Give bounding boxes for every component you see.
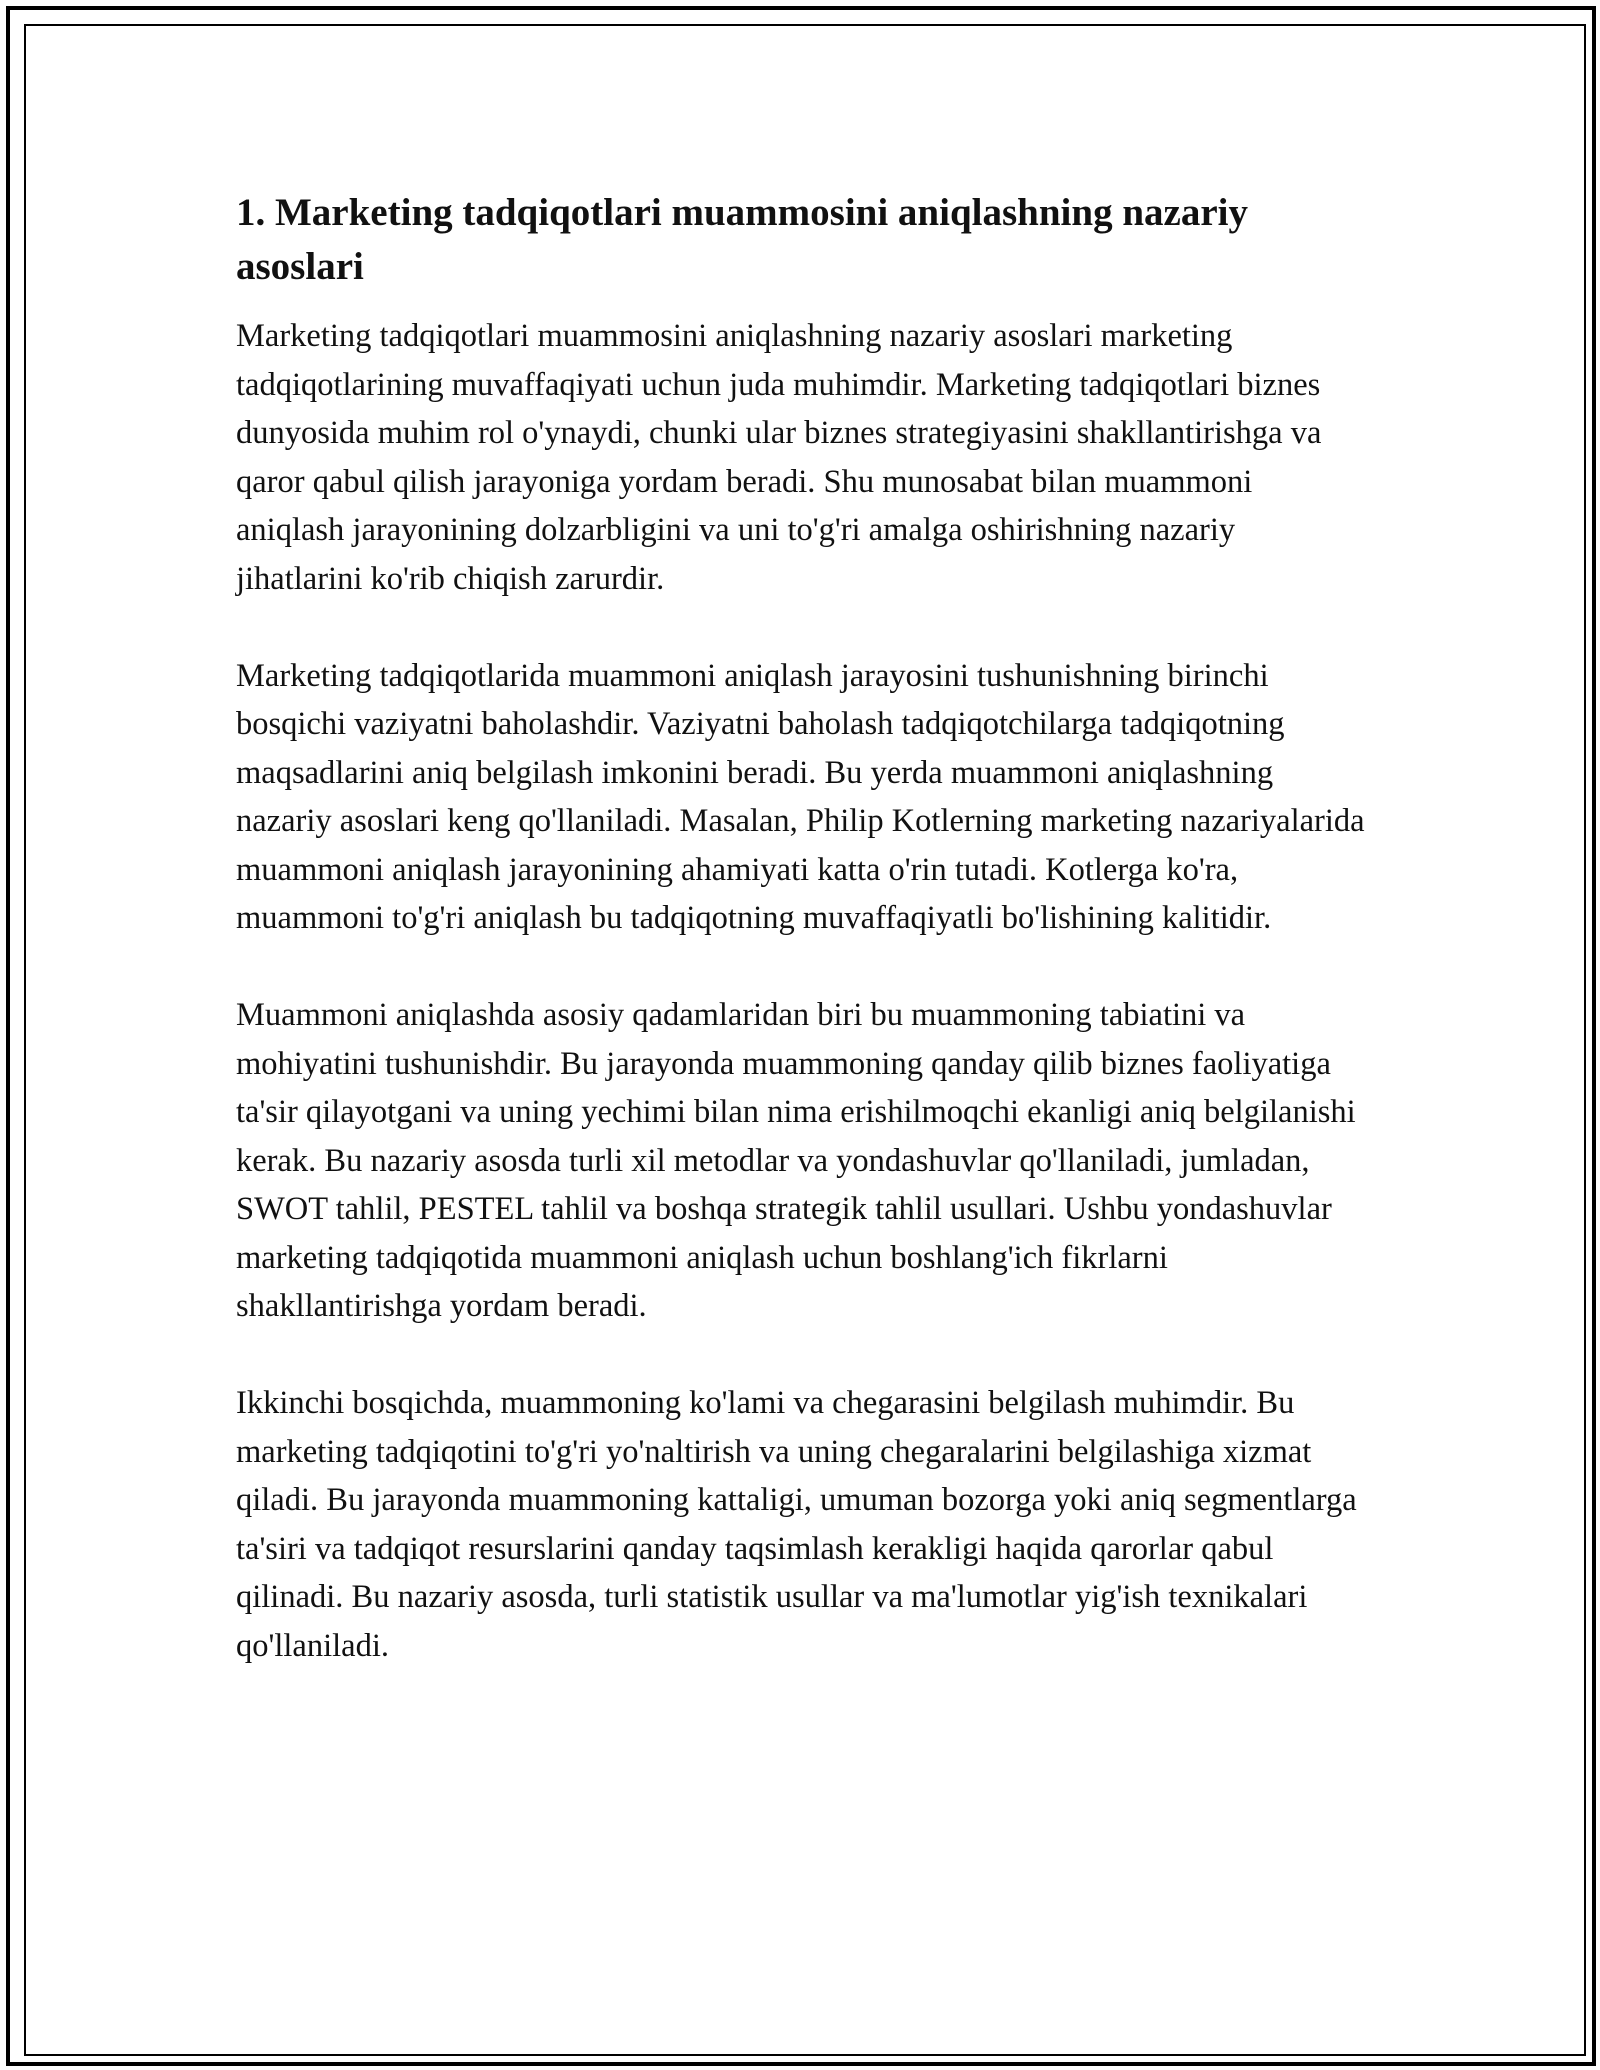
document-body [236,186,1366,1670]
paragraph-3: Muammoni aniqlashda asosiy qadamlaridan biri bu muammoning tabiatini va mohiyatini tushunishdir. Bu jarayonda muammoning qanday qilib biznes faoliyatiga ta'sir qilayotgani va uning yechimi bilan nima erishilmoqchi ekanligi aniq belgilanishi kerak. Bu nazariy asosda turli xil metodlar va yondashuvlar qo'llaniladi, jumladan, SWOT tahlil, PESTEL tahlil va boshqa strategik tahlil usullari. Ushbu yondashuvlar marketing tadqiqotida muammoni aniqlash uchun boshlang'ich fikrlarni shakllantirishga yordam beradi. [236,997,1356,1324]
section-title: 1. Marketing tadqiqotlari muammosini aniqlashning nazariy asoslari [236,191,1248,288]
paragraph-2: Marketing tadqiqotlarida muammoni aniqlash jarayosini tushunishning birinchi bosqichi vaziyatni baholashdir. Vaziyatni baholash tadqiqotchilarga tadqiqotning maqsadlarini aniq belgilash imkonini beradi. Bu yerda muammoni aniqlashning nazariy asoslari keng qo'llaniladi. Masalan, Philip Kotlerning marketing nazariyalarida muammoni aniqlash jarayonining ahamiyati katta o'rin tutadi. Kotlerga ko'ra, muammoni to'g'ri aniqlash bu tadqiqotning muvaffaqiyatli bo'lishining kalitidir. [236,657,1365,936]
paragraph-1: Marketing tadqiqotlari muammosini aniqlashning nazariy asoslari marketing tadqiqotlarining muvaffaqiyati uchun juda muhimdir. Marketing tadqiqotlari biznes dunyosida muhim rol o'ynaydi, chunki ular biznes strategiyasini shakllantirishga va qaror qabul qilish jarayoniga yordam beradi. Shu munosabat bilan muammoni aniqlash jarayonining dolzarbligini va uni to'g'ri amalga oshirishning nazariy jihatlarini ko'rib chiqish zarurdir. [236,318,1322,597]
paragraph-4: Ikkinchi bosqichda, muammoning ko'lami va chegarasini belgilash muhimdir. Bu marketing tadqiqotini to'g'ri yo'naltirish va uning chegaralarini belgilashiga xizmat qiladi. Bu jarayonda muammoning kattaligi, umuman bozorga yoki aniq segmentlarga ta'siri va tadqiqot resurslarini qanday taqsimlash kerakligi haqida qarorlar qabul qilinadi. Bu nazariy asosda, turli statistik usullar va ma'lumotlar yig'ish texnikalari qo'llaniladi. [236,1385,1357,1664]
